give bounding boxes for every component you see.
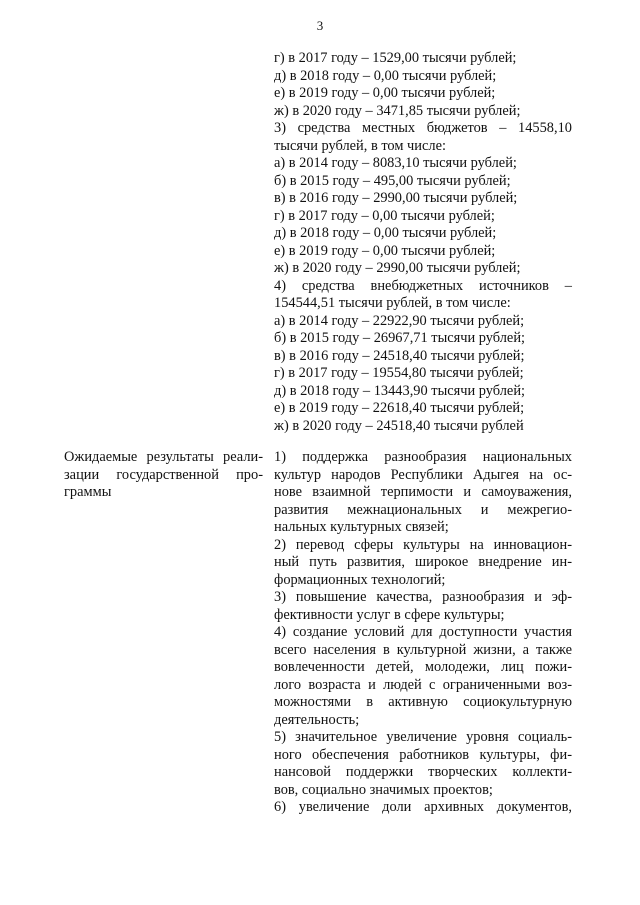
text-line: всего населения в культурной жизни, а также	[274, 641, 572, 658]
text-line: можностями в активную социокультурную	[274, 694, 572, 710]
text-line: формационных технологий;	[274, 571, 446, 588]
funding-sources-text	[274, 50, 572, 435]
text-line: зации государственной про-	[64, 466, 263, 483]
text-line: а) в 2014 году – 22922,90 тысячи рублей;	[274, 312, 525, 329]
text-line: 154544,51 тысячи рублей, в том числе:	[274, 295, 511, 311]
text-line: г) в 2017 году – 1529,00 тысячи рублей;	[274, 50, 517, 66]
text-line: тысячи рублей, в том числе:	[274, 137, 446, 154]
text-line: б) в 2015 году – 495,00 тысячи рублей;	[274, 172, 511, 189]
text-line: ж) в 2020 году – 2990,00 тысячи рублей;	[274, 260, 521, 276]
text-line: 3) повышение качества, разнообразия и эф-	[274, 589, 572, 605]
text-line: вов, социально значимых проектов;	[274, 781, 493, 798]
text-line: лого возраста и людей с ограниченными воз-	[274, 676, 572, 693]
text-line: ный путь развития, широкое внедрение ин-	[274, 554, 572, 570]
text-line: развития межнациональных и межрегио-	[274, 501, 572, 518]
text-line: е) в 2019 году – 0,00 тысячи рублей;	[274, 242, 496, 259]
text-line: а) в 2014 году – 8083,10 тысячи рублей;	[274, 155, 517, 171]
text-line: в) в 2016 году – 24518,40 тысячи рублей;	[274, 347, 525, 364]
text-line: 6) увеличение доли архивных документов,	[274, 799, 572, 815]
text-line: нансовой поддержки творческих коллекти-	[274, 764, 572, 780]
text-line: б) в 2015 году – 26967,71 тысячи рублей;	[274, 330, 526, 346]
text-line: ж) в 2020 году – 24518,40 тысячи рублей	[274, 417, 524, 434]
text-line: фективности услуг в сфере культуры;	[274, 606, 505, 623]
text-line: 3) средства местных бюджетов – 14558,10	[274, 120, 572, 136]
text-line: в) в 2016 году – 2990,00 тысячи рублей;	[274, 190, 518, 206]
text-line: 5) значительное увеличение уровня социаль-	[274, 729, 572, 745]
text-line: нальных культурных связей;	[274, 519, 449, 535]
text-line: д) в 2018 году – 0,00 тысячи рублей;	[274, 67, 497, 84]
text-line: 4) средства внебюджетных источников –	[274, 277, 572, 294]
text-line: 4) создание условий для доступности участия	[274, 624, 572, 640]
expected-results-text	[274, 449, 572, 817]
text-line: деятельность;	[274, 711, 360, 728]
text-line: е) в 2019 году – 22618,40 тысячи рублей;	[274, 400, 525, 416]
text-line: Ожидаемые результаты реали-	[64, 449, 263, 465]
text-line: г) в 2017 году – 0,00 тысячи рублей;	[274, 207, 495, 224]
text-line: граммы	[64, 484, 112, 500]
text-line: г) в 2017 году – 19554,80 тысячи рублей;	[274, 365, 524, 381]
text-line: ного обеспечения работников культуры, фи-	[274, 746, 572, 763]
text-line: 2) перевод сферы культуры на инновацион-	[274, 536, 572, 553]
expected-results-label	[64, 449, 263, 502]
text-line: вовлеченности детей, молодежи, лиц пожи-	[274, 659, 572, 675]
text-line: ж) в 2020 году – 3471,85 тысячи рублей;	[274, 102, 521, 119]
page-number: 3	[316, 18, 324, 33]
text-line: д) в 2018 году – 0,00 тысячи рублей;	[274, 225, 497, 241]
text-line: нове взаимной терпимости и самоуважения,	[274, 484, 572, 500]
text-line: д) в 2018 году – 13443,90 тысячи рублей;	[274, 382, 526, 399]
text-line: культур народов Республики Адыгея на ос-	[274, 466, 572, 483]
text-line: е) в 2019 году – 0,00 тысячи рублей;	[274, 85, 496, 101]
text-line: 1) поддержка разнообразия национальных	[274, 449, 572, 465]
